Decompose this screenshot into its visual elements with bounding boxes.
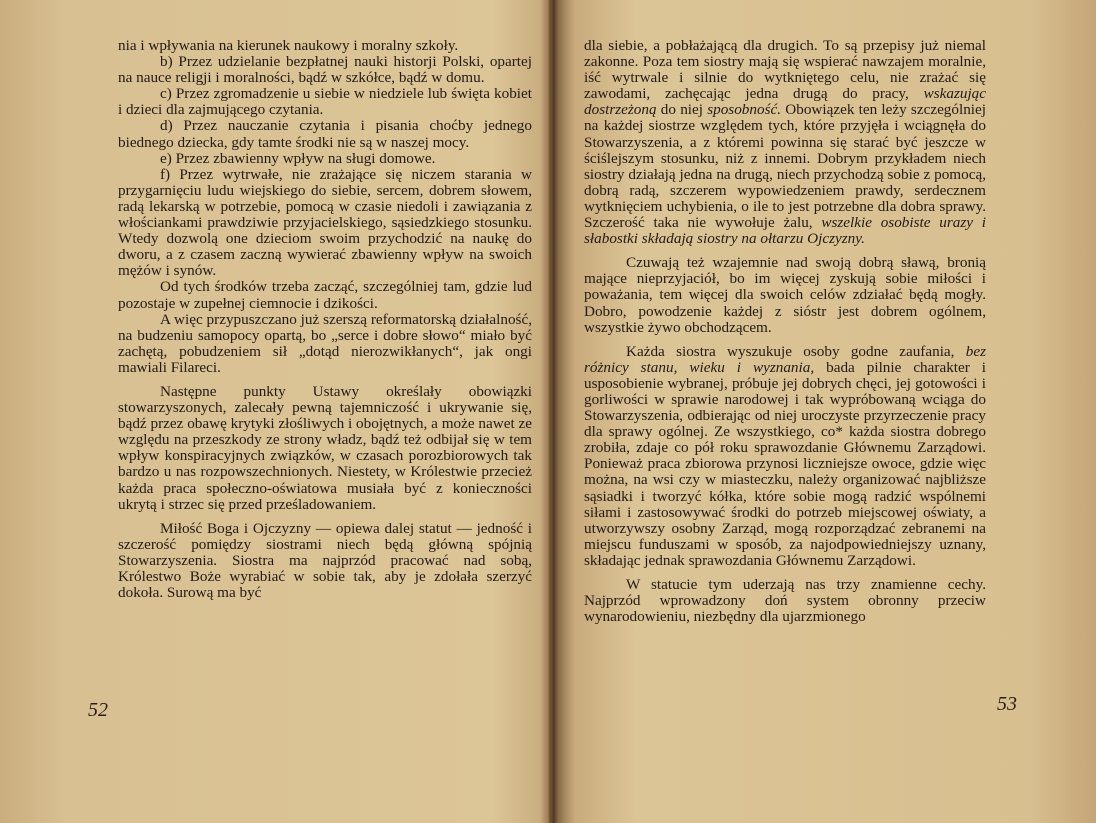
left-paragraph: Następne punkty Ustawy określały obowiązki stowarzyszonych, zalecały pewną tajemniczość i ukrywanie się, bądź przez obawę krytyki złośliwych i obojętnych, a może nawet ze względu na przeszkody ze strony władz, bądź też odbijał się w tem wpływ konspiracyjnych związków, w czasach porozbiorowych tak bardzo u nas rozpowszechnionych. Niestety, w Królestwie przecież każda praca społeczno-oświatowa musiała być z konieczności ukrytą i strzec się przed prześladowaniem. <box>118 382 532 513</box>
right-paragraph: Czuwają też wzajemnie nad swoją dobrą sławą, bronią mające nieprzyjaciół, bo im więcej zyskują sobie miłości i poważania, tem więcej dla swoich celów zdziałać będą mogły. Dobro, powodzenie każdej z sióstr jest dobrem ogólnem, wszystkie żywo obchodzącem. <box>584 254 986 336</box>
left-page-number: 52 <box>88 699 108 721</box>
italic-run: wszelkie osobiste urazy i słabostki składają siostry na ołtarzu Ojczyzny. <box>584 214 986 248</box>
left-paragraph: e) Przez zbawienny wpływ na sługi domowe. <box>160 149 436 167</box>
left-paragraph: d) Przez nauczanie czytania i pisania choćby jednego biednego dziecka, gdy tamte środki nie są w naszej mocy. <box>118 117 532 151</box>
left-paragraph: c) Przez zgromadzenie u siebie w niedziele lub święta kobiet i dzieci dla zajmującego czytania. <box>118 85 532 119</box>
left-paragraph: b) Przez udzielanie bezpłatnej nauki historji Polski, opartej na nauce religji i moralności, bądź w szkółce, bądź w domu. <box>118 53 532 87</box>
left-page-text <box>118 38 532 601</box>
left-paragraph: f) Przez wytrwałe, nie zrażające się niczem starania w przygarnięciu ludu wiejskiego do siebie, sercem, dobrem słowem, radą lekarską w potrzebie, pomocą w czasie niedoli i zawiązania z włościankami prawdziwie przyjacielskiego, sąsiedzkiego stosunku. Wtedy dozwolą one dzieciom swoim przychodzić na naukę do dworu, a z czasem zaczną wywierać zbawienny wpływ na swoich mężów i synów. <box>118 165 532 280</box>
right-paragraph <box>584 344 986 569</box>
italic-run: wskazując dostrzeżoną <box>584 85 986 119</box>
book-gutter <box>540 0 566 823</box>
text-run: Każda siostra wyszukuje osoby godne zaufania, <box>626 342 966 360</box>
left-paragraph: nia i wpływania na kierunek naukowy i moralny szkoły. <box>118 37 459 54</box>
right-paragraph: W statucie tym uderzają nas trzy znamienne cechy. Najprzód wprowadzony doń system obronny przeciw wynarodowieniu, niezbędny dla ujarzmionego <box>584 576 986 626</box>
right-paragraph <box>584 38 986 247</box>
left-paragraph: A więc przypuszczano już szerszą reformatorską działalność, na budzeniu samopocy opartą, bo „serce i dobre słowo“ miało być zachętą, pobudzeniem sił „dotąd nierozwikłanych“, jak ongi mawiali Filareci. <box>118 310 532 376</box>
text-run: do niej <box>656 101 708 119</box>
text-run: bada pilnie charakter i usposobienie wybranej, próbuje jej dobrych chęci, jej gotowości i gorliwości w sprawie narodowej i tak wypróbowaną wciąga do Stowarzyszenia, odbierając od niej uroczyste przyrzeczenie pracy dla sprawy ogólnej. Ze wszystkiego, co* każda siostra dobrego zrobiła, zdaje co pół roku sprawozdanie Głównemu Zarządowi. Ponieważ praca zbiorowa przynosi liczniejsze owoce, gdzie więc można, na wsi czy w miasteczku, należy organizować najbliższe sąsiadki i tworzyć kółka, które sobie mogą radzić wspólnemi siłami i zastosowywać środki do potrzeb miejscowej oświaty, a utworzywszy osobny Zarząd, mogą rozporządzać zebranemi na miejscu funduszami w sposób, za najodpowiedniejszy uznany, składając jednak sprawozdania Głównemu Zarządowi. <box>584 358 986 569</box>
italic-run: bez różnicy stanu, wieku i wyznania, <box>584 342 986 376</box>
right-page-number: 53 <box>997 693 1017 715</box>
left-paragraph: Miłość Boga i Ojczyzny — opiewa dalej statut — jedność i szczerość pomiędzy siostrami niech będą główną spójnią Stowarzyszenia. Siostra ma najprzód pracować nad sobą, Królestwo Boże wyrabiać w sobie tak, aby je zdołała szerzyć dokoła. Surową ma być <box>118 519 532 602</box>
left-paragraph: Od tych środków trzeba zacząć, szczególniej tam, gdzie lud pozostaje w zupełnej ciemnocie i dzikości. <box>118 278 532 312</box>
text-run: Obowiązek ten leży szczególniej na każdej siostrze względem tych, które przyjęła i wciągnęła do Stowarzyszenia, a z któremi powinna się starać być jeszcze w ściślejszym stosunku, niż z innemi. Dobrym przykładem niech siostry działają jedna na drugą, niech przychodzą sobie z pomocą, dobrą radą, szczerem wypowiedzeniem prawdy, serdecznem wytknięciem uchybienia, o ile to jest potrzebne dla dobra sprawy. Szczerość taka nie wywołuje żalu, <box>584 101 986 232</box>
italic-run: sposobność. <box>707 101 782 119</box>
right-page-text <box>584 38 986 625</box>
text-run: dla siebie, a pobłażającą dla drugich. To są przepisy już niemal zakonne. Poza tem siostry mają się wspierać nawzajem moralnie, iść wytrwale i silnie do wytkniętego celu, nie zrażać się zawodami, zachęcając jedna drugą do pracy, <box>584 37 986 103</box>
